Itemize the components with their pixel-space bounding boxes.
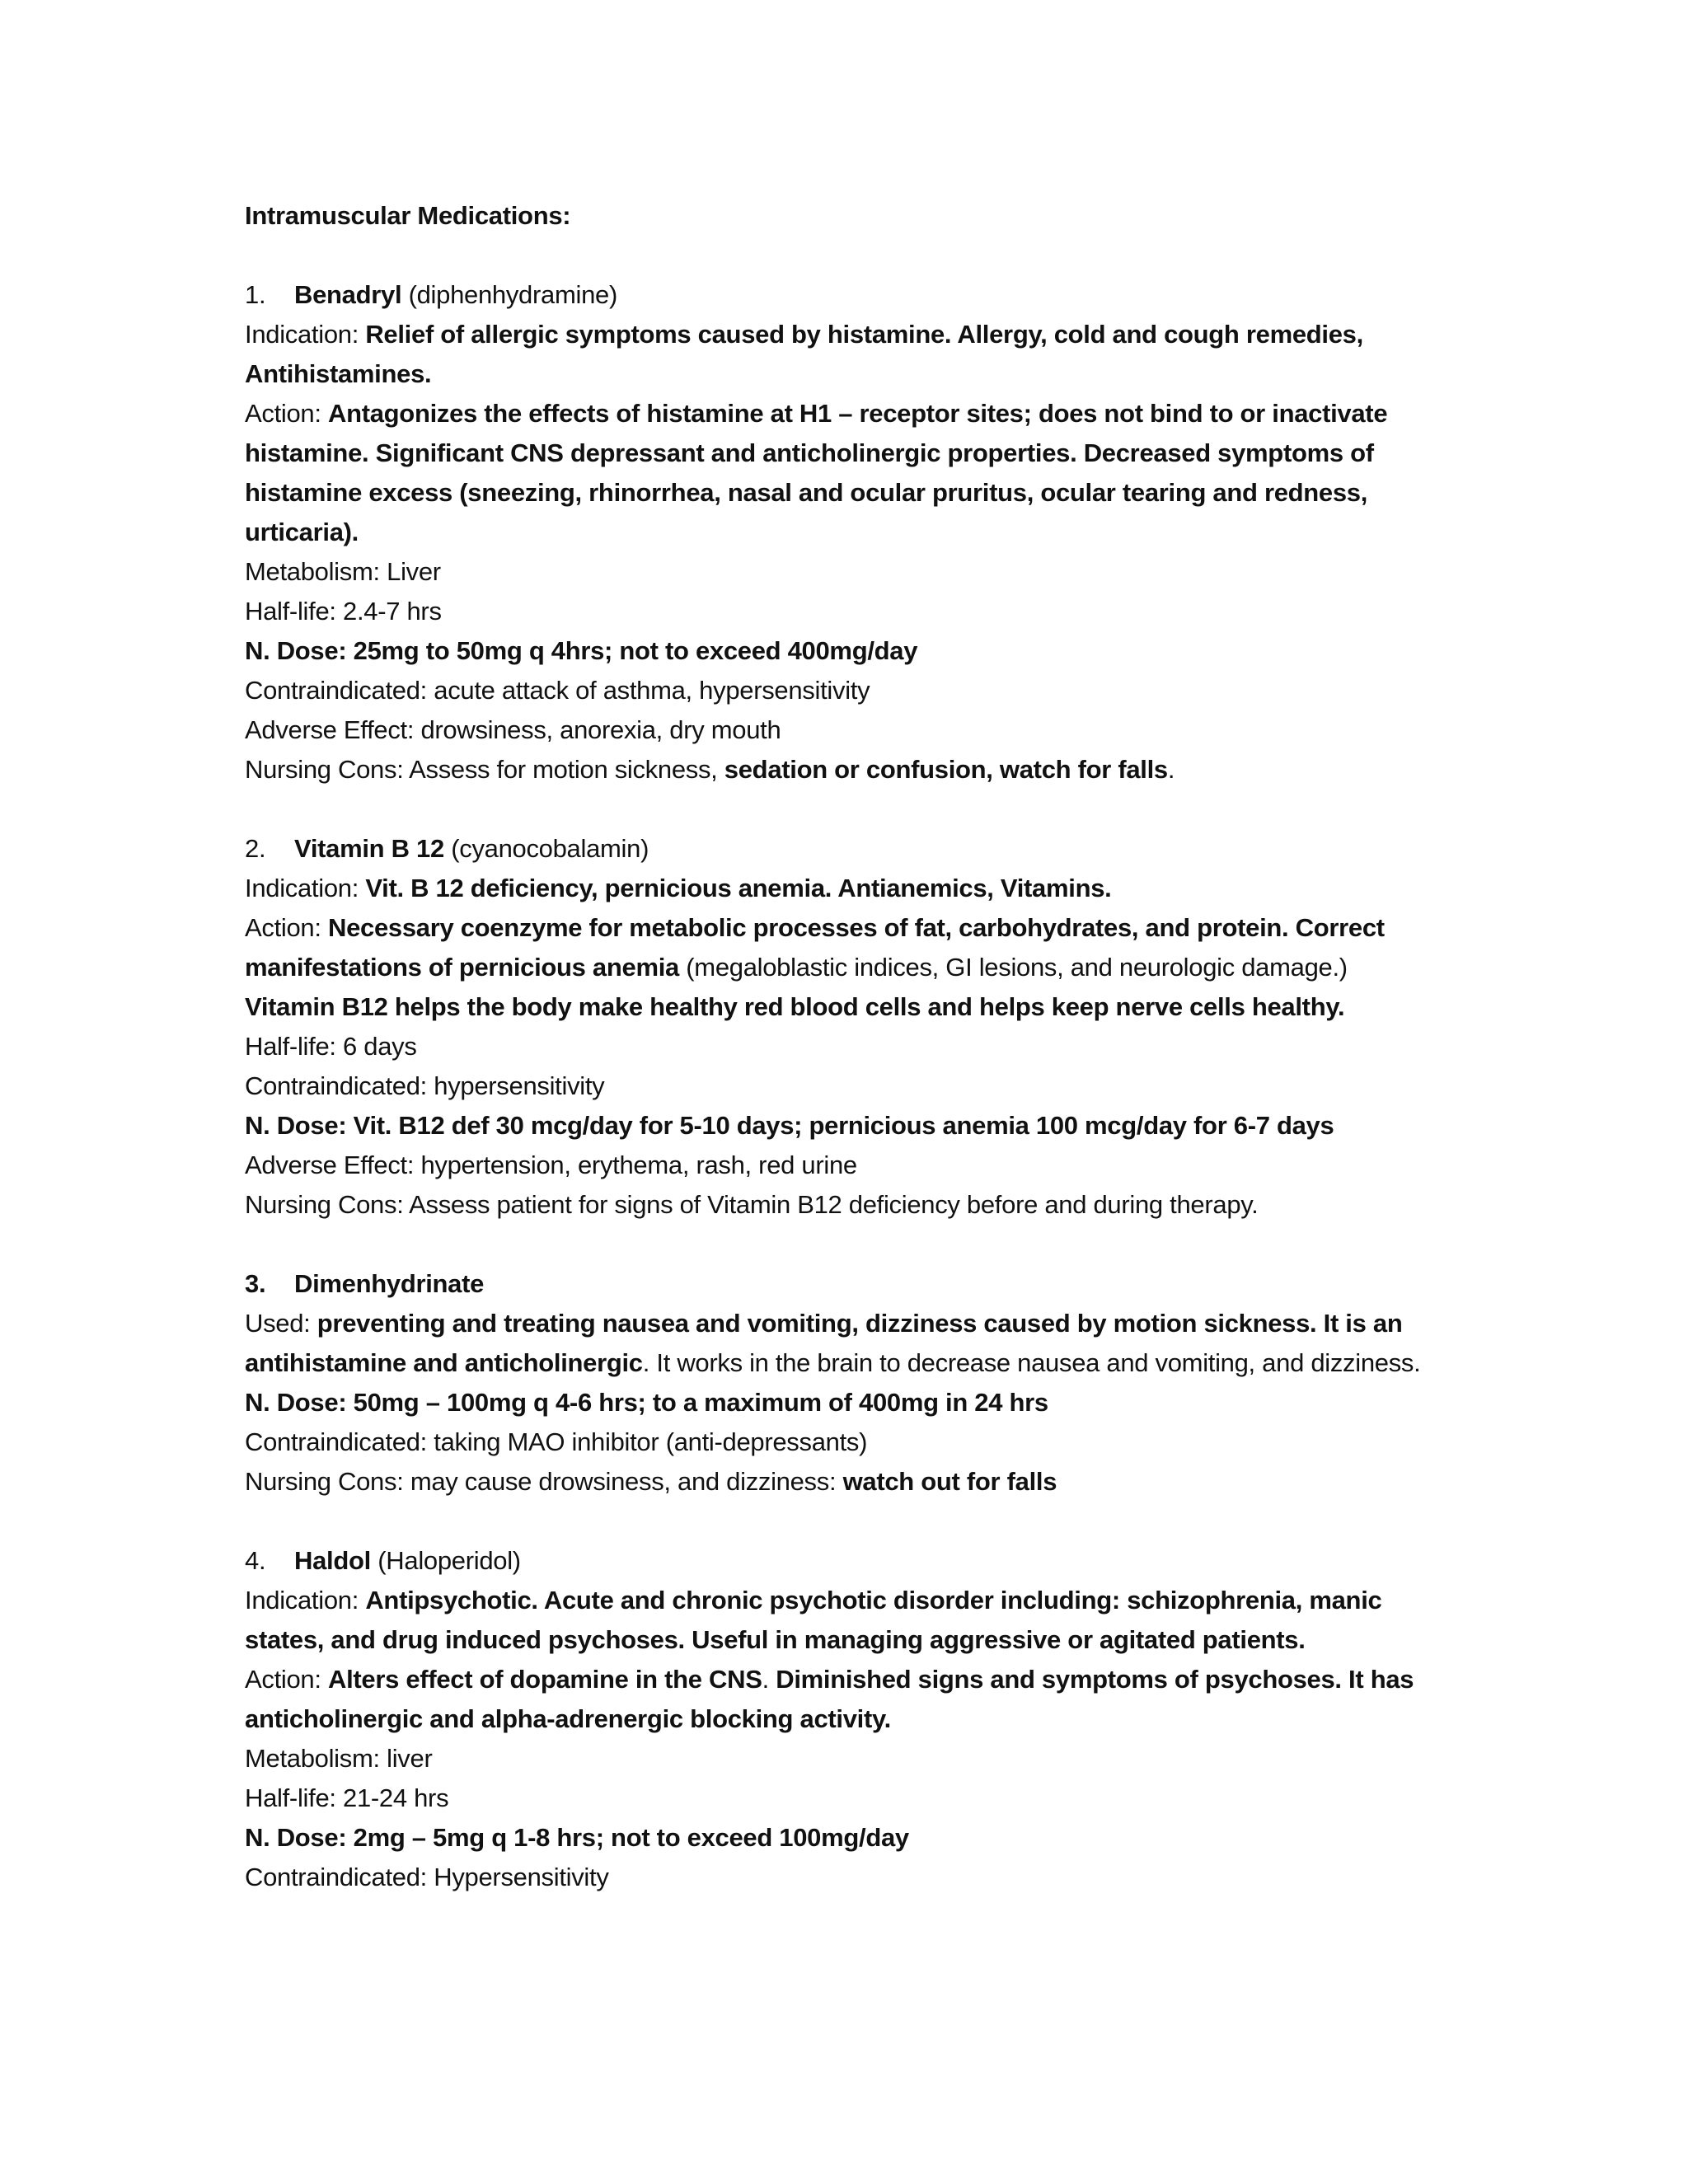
line-label: Used: [245, 1309, 317, 1338]
line-bold: Necessary coenzyme for metabolic processes of fat, carbohydrates, and protein. Correct manifestations of pernicious anemia [245, 913, 1385, 982]
line-label: Action: [245, 913, 328, 942]
drug-heading [245, 1264, 1465, 1304]
drug-generic: (Haloperidol) [377, 1546, 521, 1575]
document-body [245, 196, 1465, 1897]
drug-name: Dimenhydrinate [294, 1269, 485, 1298]
line-bold: Antagonizes the effects of histamine at H1 – receptor sites; does not bind to or inactivate histamine. Significant CNS depressant and anticholinergic properties. Decreased symptoms of histamine excess (sneezing, rhinorrhea, nasal and ocular pruritus, ocular tearing and redness, urticaria). [245, 399, 1388, 546]
document-title: Intramuscular Medications: [245, 201, 571, 230]
line-bold: Antipsychotic. Acute and chronic psychotic disorder including: schizophrenia, manic states, and drug induced psychoses. Useful in managing aggressive or agitated patients. [245, 1586, 1382, 1654]
drug-number: 3. [245, 1269, 266, 1298]
drug-generic: (diphenhydramine) [408, 280, 617, 309]
line-bold: preventing and treating nausea and vomiting, dizziness caused by motion sickness. It is an antihistamine and anticholinergic [245, 1309, 1403, 1377]
line-bold: Vitamin B12 helps the body make healthy red blood cells and helps keep nerve cells healthy. [245, 992, 1345, 1021]
line-bold: Diminished signs and symptoms of psychoses. It has anticholinergic and alpha-adrenergic blocking activity. [245, 1665, 1414, 1733]
line-bold: watch out for falls [842, 1467, 1057, 1496]
drug-number: 2. [245, 834, 266, 863]
nursing-cons-line: Nursing Cons: Assess patient for signs of Vitamin B12 deficiency before and during therapy. [245, 1190, 1259, 1219]
line-tail: . It works in the brain to decrease nausea and vomiting, and dizziness. [642, 1348, 1421, 1377]
spacer [245, 236, 1465, 275]
indication-line [245, 869, 1465, 908]
drug-entry-haldol [245, 1541, 1465, 1897]
metabolism-line: Metabolism: Liver [245, 557, 441, 586]
line-label: Nursing Cons: may cause drowsiness, and dizziness: [245, 1467, 843, 1496]
indication-line [245, 1581, 1465, 1660]
note-line [245, 987, 1465, 1027]
line-bold: Vit. B 12 deficiency, pernicious anemia. Antianemics, Vitamins. [365, 874, 1112, 902]
nursing-cons-line [245, 750, 1465, 790]
line-tail: . [762, 1665, 776, 1694]
drug-generic: (cyanocobalamin) [451, 834, 649, 863]
contraindicated-line: Contraindicated: Hypersensitivity [245, 1863, 609, 1891]
line-label: Action: [245, 399, 328, 428]
half-life-line: Half-life: 6 days [245, 1032, 417, 1061]
spacer [245, 790, 1465, 829]
drug-heading [245, 829, 1465, 869]
dose-line [245, 631, 1465, 671]
dose-line [245, 1818, 1465, 1858]
half-life-line: Half-life: 2.4-7 hrs [245, 597, 442, 626]
line-bold: N. Dose: 50mg – 100mg q 4-6 hrs; to a maximum of 400mg in 24 hrs [245, 1388, 1048, 1417]
line-bold: Alters effect of dopamine in the CNS [327, 1665, 762, 1694]
line-tail: . [1167, 755, 1175, 784]
metabolism-line: Metabolism: liver [245, 1744, 433, 1773]
drug-entry-benadryl [245, 275, 1465, 790]
action-line [245, 908, 1465, 987]
half-life-line: Half-life: 21-24 hrs [245, 1783, 449, 1812]
drug-heading [245, 1541, 1465, 1581]
drug-entry-vitamin-b12 [245, 829, 1465, 1225]
drug-heading [245, 275, 1465, 315]
contraindicated-line: Contraindicated: hypersensitivity [245, 1071, 605, 1100]
line-bold: N. Dose: Vit. B12 def 30 mcg/day for 5-10 days; pernicious anemia 100 mcg/day for 6-7 days [245, 1111, 1334, 1140]
line-label: Action: [245, 1665, 328, 1694]
spacer [245, 1502, 1465, 1541]
dose-line [245, 1383, 1465, 1422]
adverse-effect-line: Adverse Effect: hypertension, erythema, rash, red urine [245, 1151, 857, 1179]
contraindicated-line: Contraindicated: taking MAO inhibitor (anti-depressants) [245, 1427, 868, 1456]
action-line [245, 394, 1465, 552]
line-tail: (megaloblastic indices, GI lesions, and neurologic damage.) [678, 953, 1348, 982]
line-label: Nursing Cons: Assess for motion sickness, [245, 755, 724, 784]
line-bold: sedation or confusion, watch for falls [724, 755, 1168, 784]
nursing-cons-line [245, 1462, 1465, 1502]
adverse-effect-line: Adverse Effect: drowsiness, anorexia, dry mouth [245, 715, 781, 744]
drug-entry-dimenhydrinate [245, 1264, 1465, 1502]
contraindicated-line: Contraindicated: acute attack of asthma, hypersensitivity [245, 676, 870, 705]
spacer [245, 1225, 1465, 1264]
drug-name: Benadryl [294, 280, 402, 309]
drug-number: 4. [245, 1546, 266, 1575]
action-line [245, 1660, 1465, 1739]
indication-line [245, 315, 1465, 394]
line-bold: N. Dose: 2mg – 5mg q 1-8 hrs; not to exceed 100mg/day [245, 1823, 909, 1852]
line-label: Indication: [245, 1586, 366, 1615]
drug-name: Haldol [294, 1546, 371, 1575]
used-line [245, 1304, 1465, 1383]
dose-line [245, 1106, 1465, 1146]
line-label: Indication: [245, 874, 366, 902]
line-label: Indication: [245, 320, 366, 349]
drug-number: 1. [245, 280, 266, 309]
line-bold: Relief of allergic symptoms caused by histamine. Allergy, cold and cough remedies, Antihistamines. [245, 320, 1363, 388]
drug-name: Vitamin B 12 [294, 834, 444, 863]
line-bold: N. Dose: 25mg to 50mg q 4hrs; not to exceed 400mg/day [245, 636, 918, 665]
